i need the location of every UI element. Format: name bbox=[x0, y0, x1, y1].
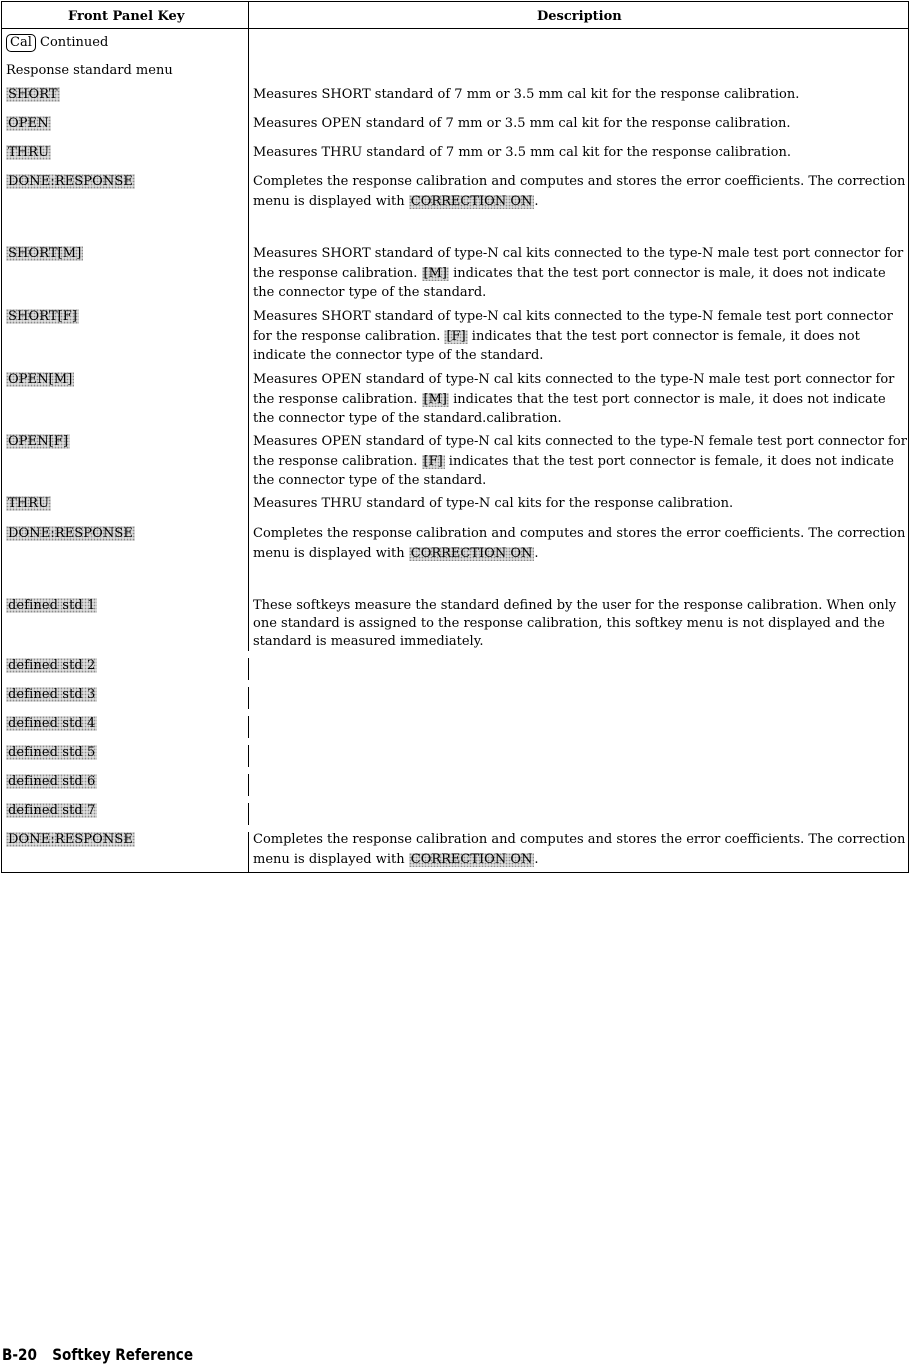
row-description: Completes the response calibration and computes and stores the error coefficients. The correction menu is displayed with CORRECTION ON . bbox=[253, 832, 906, 867]
column-gap bbox=[247, 651, 251, 658]
softkey-open[interactable]: OPEN bbox=[8, 116, 49, 131]
menu-title: Response standard menu bbox=[6, 63, 173, 78]
column-gap bbox=[247, 680, 251, 687]
continued-label: Continued bbox=[40, 35, 109, 50]
section-title: Softkey Reference bbox=[52, 1345, 194, 1364]
softkey-defined-std-3[interactable]: defined std 3 bbox=[8, 687, 96, 702]
softkey-done-response[interactable]: DONE:RESPONSE bbox=[8, 174, 133, 189]
row-description: Measures OPEN standard of 7 mm or 3.5 mm cal kit for the response calibration. bbox=[253, 116, 791, 131]
row-description: These softkeys measure the standard defined by the user for the response calibration. When only one standard is assigned to the response calibration, this softkey menu is not displayed and the standard is measured immediately. bbox=[253, 598, 897, 649]
inline-key-f: [F] bbox=[446, 328, 466, 344]
softkey-defined-std-2[interactable]: defined std 2 bbox=[8, 658, 96, 673]
softkey-thru[interactable]: THRU bbox=[8, 496, 50, 511]
softkey-defined-std-1[interactable]: defined std 1 bbox=[8, 598, 96, 613]
inline-key-m: [M] bbox=[423, 391, 447, 407]
softkey-correction-on[interactable]: CORRECTION ON bbox=[410, 545, 533, 561]
cal-hardkey[interactable]: Cal bbox=[6, 34, 36, 52]
row-description: Measures SHORT standard of 7 mm or 3.5 mm cal kit for the response calibration. bbox=[253, 87, 800, 102]
softkey-defined-std-6[interactable]: defined std 6 bbox=[8, 774, 96, 789]
header-front-panel-key: Front Panel Key bbox=[68, 9, 185, 24]
softkey-open-f[interactable]: OPEN[F] bbox=[8, 434, 69, 449]
column-gap bbox=[247, 767, 251, 774]
header-description: Description bbox=[537, 9, 622, 24]
softkey-correction-on[interactable]: CORRECTION ON bbox=[410, 193, 533, 209]
softkey-thru[interactable]: THRU bbox=[8, 145, 50, 160]
softkey-done-response[interactable]: DONE:RESPONSE bbox=[8, 832, 133, 847]
row-description: Measures SHORT standard of type-N cal kits connected to the type-N female test port connector for the response calibration. [F] indicates that the test port connector is female, it does not indicate the connector type of the standard. bbox=[253, 309, 893, 363]
inline-key-m: [M] bbox=[423, 265, 447, 281]
row-description: Measures THRU standard of 7 mm or 3.5 mm cal kit for the response calibration. bbox=[253, 145, 791, 160]
softkey-defined-std-5[interactable]: defined std 5 bbox=[8, 745, 96, 760]
row-description: Completes the response calibration and computes and stores the error coefficients. The correction menu is displayed with CORRECTION ON . bbox=[253, 526, 906, 561]
column-gap bbox=[247, 796, 251, 803]
row-description: Measures THRU standard of type-N cal kits for the response calibration. bbox=[253, 496, 734, 511]
softkey-short[interactable]: SHORT bbox=[8, 87, 58, 102]
column-gap bbox=[247, 738, 251, 745]
softkey-open-m[interactable]: OPEN[M] bbox=[8, 372, 73, 387]
softkey-table bbox=[1, 1, 909, 873]
row-description: Completes the response calibration and computes and stores the error coefficients. The correction menu is displayed with CORRECTION ON . bbox=[253, 174, 906, 209]
softkey-defined-std-4[interactable]: defined std 4 bbox=[8, 716, 96, 731]
softkey-short-f[interactable]: SHORT[F] bbox=[8, 309, 78, 324]
header-rule bbox=[2, 28, 908, 29]
softkey-done-response[interactable]: DONE:RESPONSE bbox=[8, 526, 133, 541]
column-gap bbox=[247, 825, 251, 832]
softkey-short-m[interactable]: SHORT[M] bbox=[8, 246, 82, 261]
softkey-correction-on[interactable]: CORRECTION ON bbox=[410, 851, 533, 867]
column-gap bbox=[247, 709, 251, 716]
row-description: Measures OPEN standard of type-N cal kits connected to the type-N male test port connector for the response calibration. [M] indicates that the test port connector is male, it does not indicate the connector type of the standard.calibration. bbox=[253, 372, 895, 426]
row-description: Measures OPEN standard of type-N cal kits connected to the type-N female test port connector for the response calibration. [F] indicates that the test port connector is female, it does not indicate the connector type of the standard. bbox=[253, 434, 907, 488]
page-number: B-20 bbox=[2, 1345, 37, 1364]
cal-continued bbox=[6, 34, 108, 52]
inline-key-f: [F] bbox=[423, 453, 443, 469]
row-description: Measures SHORT standard of type-N cal kits connected to the type-N male test port connector for the response calibration. [M] indicates that the test port connector is male, it does not indicate the connector type of the standard. bbox=[253, 246, 904, 300]
softkey-defined-std-7[interactable]: defined std 7 bbox=[8, 803, 96, 818]
page-footer bbox=[2, 1345, 193, 1364]
